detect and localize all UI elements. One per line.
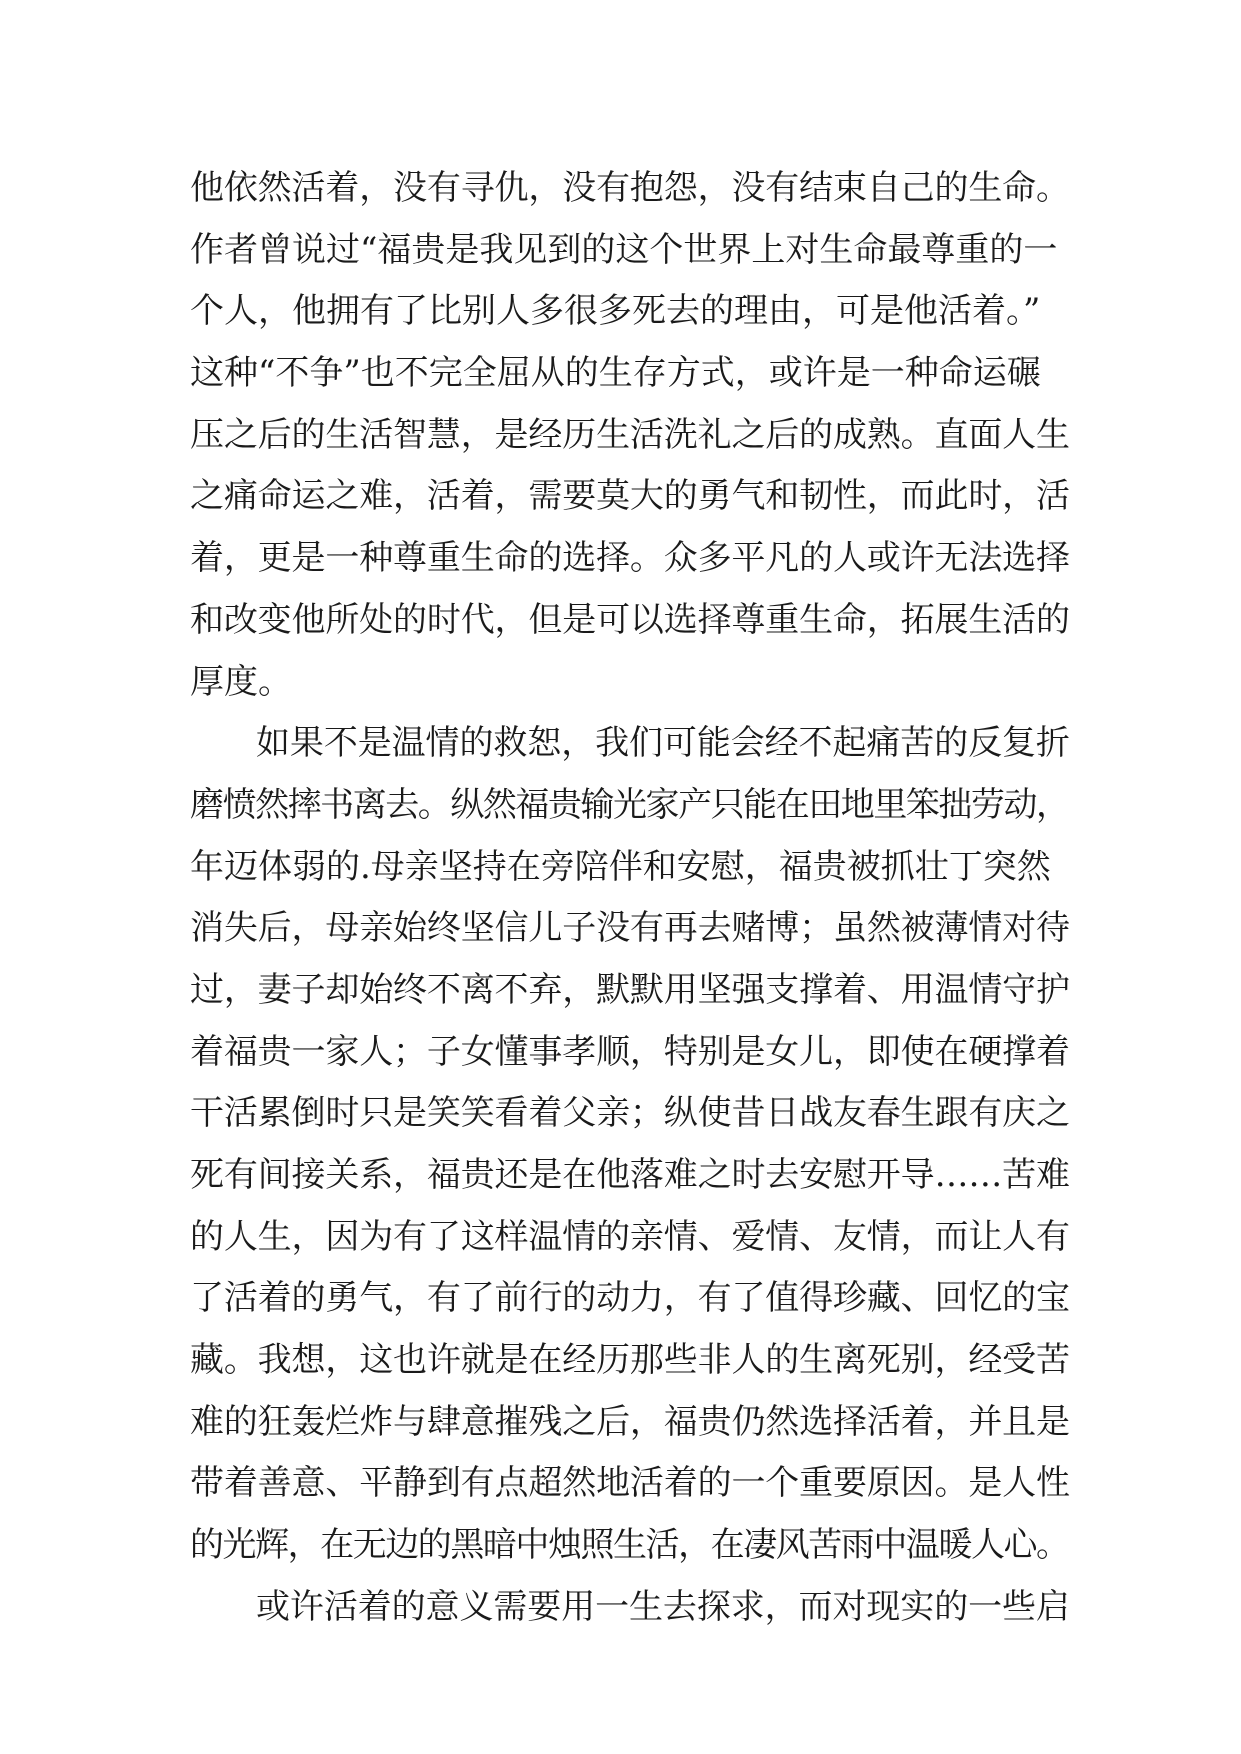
text-line: 这种“不争”也不完全屈从的生存方式，或许是一种命运碾 [190,353,1041,394]
text-line: 了活着的勇气，有了前行的动力，有了值得珍藏、回忆的宝 [190,1278,1070,1319]
text-line: 藏。我想，这也许就是在经历那些非人的生离死别，经受苦 [190,1340,1070,1381]
text-line: 磨愤然摔书离去。纵然福贵输光家产只能在田地里笨拙劳动， [190,784,1069,825]
text-line: 死有间接关系，福贵还是在他落难之时去安慰开导……苦难 [190,1155,1070,1195]
text-line: 厚度。 [190,661,292,702]
text-line: 作者曾说过“福贵是我见到的这个世界上对生命最尊重的一 [190,229,1058,270]
text-line: 他依然活着，没有寻仇，没有抱怨，没有结束自己的生命。 [190,168,1070,208]
text-line: 个人，他拥有了比别人多很多死去的理由，可是他活着。” [190,291,1041,332]
paragraph-first-line: 如果不是温情的救恕，我们可能会经不起痛苦的反复折 [256,723,1070,764]
text-line: 带着善意、平静到有点超然地活着的一个重要原因。是人性 [190,1463,1070,1504]
text-line: 干活累倒时只是笑笑看着父亲；纵使昔日战友春生跟有庆之 [190,1093,1070,1134]
text-line: 压之后的生活智慧，是经历生活洗礼之后的成熟。直面人生 [190,414,1070,455]
text-line: 着，更是一种尊重生命的选择。众多平凡的人或许无法选择 [190,538,1070,579]
paragraph-first-line: 或许活着的意义需要用一生去探求，而对现实的一些启 [256,1586,1070,1627]
text-line: 和改变他所处的时代，但是可以选择尊重生命，拓展生活的 [190,599,1070,640]
body-text [190,158,1070,1639]
text-line: 的人生，因为有了这样温情的亲情、爱情、友情，而让人有 [190,1216,1070,1257]
text-line: 之痛命运之难，活着，需要莫大的勇气和韧性，而此时，活 [190,476,1070,517]
text-line: 过，妻子却始终不离不弃，默默用坚强支撑着、用温情守护 [190,969,1070,1010]
text-line: 难的狂轰烂炸与肆意摧残之后，福贵仍然选择活着，并且是 [190,1401,1070,1442]
text-line: 消失后，母亲始终坚信儿子没有再去赌博；虽然被薄情对待 [190,908,1070,949]
text-line: 年迈体弱的.母亲坚持在旁陪伴和安慰，福贵被抓壮丁突然 [190,846,1051,887]
text-line: 着福贵一家人；子女懂事孝顺，特别是女儿，即使在硬撑着 [190,1031,1070,1072]
text-line: 的光辉，在无边的黑暗中烛照生活，在凄风苦雨中温暖人心。 [190,1525,1069,1566]
